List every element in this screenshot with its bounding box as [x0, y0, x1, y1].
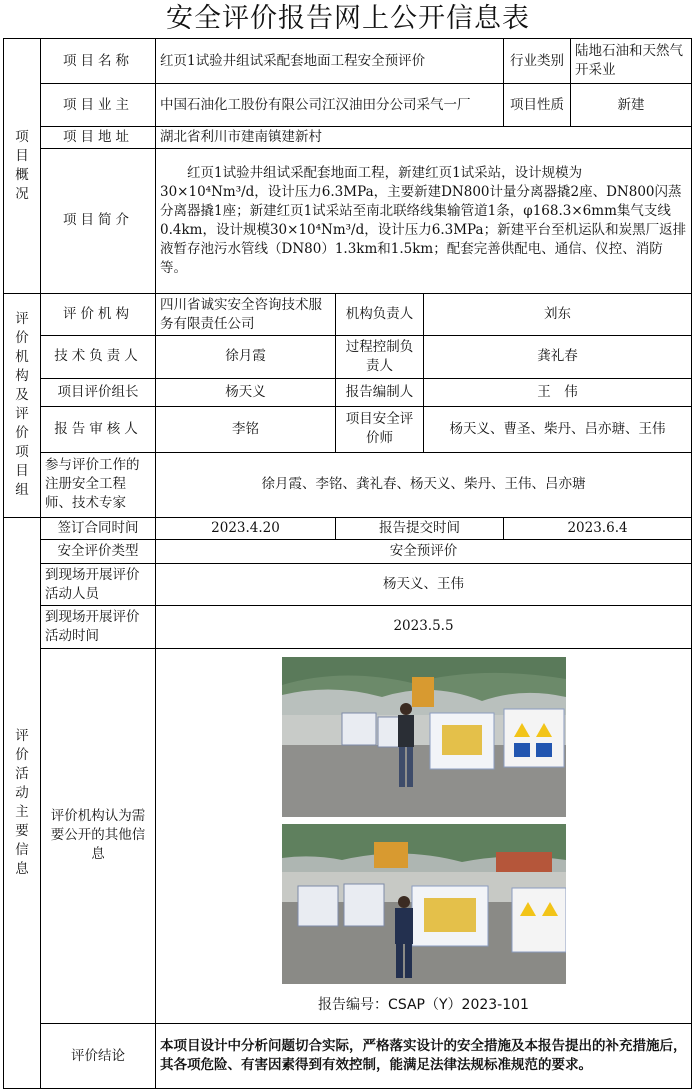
submit-value: 2023.6.4: [504, 517, 692, 539]
process-value: 龚礼春: [424, 336, 692, 378]
project-intro: 红页1试验井组试采配套地面工程，新建红页1试采站，设计规模为30×10⁴Nm³/d，设计压力6.3MPa，主要新建DN800计量分离器撬2座、DN800闪蒸分离器撬1座；新建红页1试采站至南北联络线集输管道1条，φ168.3×6mm集气支线0.4km，设计规模30×10⁴Nm³/d，设计压力6.3MPa；新建平台至机运队和炭黑厂返排液暂存池污水管线（DN80）1.3km和1.5km；配套完善供配电、通信、仪控、消防等。: [156, 148, 692, 293]
site-photo-1: [282, 657, 566, 817]
nature-value: 新建: [571, 84, 692, 126]
site-staff-label: 到现场开展评价活动人员: [41, 563, 156, 605]
page-title: 安全评价报告网上公开信息表: [166, 3, 530, 34]
owner-value: 中国石油化工股份有限公司江汉油田分公司采气一厂: [156, 84, 504, 126]
industry-value: 陆地石油和天然气开采业: [571, 39, 692, 84]
type-value: 安全预评价: [156, 539, 692, 563]
nature-label: 项目性质: [504, 84, 571, 126]
site-photo-2: [282, 824, 566, 984]
project-name: 红页1试验井组试采配套地面工程安全预评价: [156, 39, 504, 84]
author-label: 报告编制人: [336, 378, 424, 406]
section-agency: 评价机构及评价项目组: [4, 293, 41, 517]
industry-label: 行业类别: [504, 39, 571, 84]
type-label: 安全评价类型: [41, 539, 156, 563]
section-activity: 评价活动主要信息: [4, 517, 41, 1088]
tech-value: 徐月霞: [156, 336, 336, 378]
tech-label: 技术负责人: [41, 336, 156, 378]
address-value: 湖北省利川市建南镇建新村: [156, 126, 692, 148]
reviewer-label: 报告审核人: [41, 406, 156, 452]
conclusion-value: 本项目设计中分析问题切合实际，严格落实设计的安全措施及本报告提出的补充措施后，其各项危险、有害因素得到有效控制，能满足法律法规标准规范的要求。: [156, 1024, 692, 1089]
address-label: 项目地址: [41, 126, 156, 148]
org-label: 评价机构: [41, 293, 156, 335]
other-info-label: 评价机构认为需要公开的其他信息: [41, 648, 156, 1024]
section-overview: 项目概况: [4, 39, 41, 294]
project-name-label: 项目名称: [41, 39, 156, 84]
owner-label: 项目业主: [41, 84, 156, 126]
submit-label: 报告提交时间: [336, 517, 504, 539]
conclusion-label: 评价结论: [41, 1024, 156, 1089]
assessors-value: 杨天义、曹圣、柴丹、吕亦瑭、王伟: [424, 406, 692, 452]
process-label: 过程控制负责人: [336, 336, 424, 378]
site-staff-value: 杨天义、王伟: [156, 563, 692, 605]
contract-value: 2023.4.20: [156, 517, 336, 539]
org-value: 四川省诚实安全咨询技术服务有限责任公司: [156, 293, 336, 335]
author-value: 王 伟: [424, 378, 692, 406]
participants-value: 徐月霞、李铭、龚礼春、杨天义、柴丹、王伟、吕亦瑭: [156, 453, 692, 517]
assessors-label: 项目安全评价师: [336, 406, 424, 452]
site-time-value: 2023.5.5: [156, 606, 692, 648]
leader-value: 杨天义: [156, 378, 336, 406]
reviewer-value: 李铭: [156, 406, 336, 452]
participants-label: 参与评价工作的注册安全工程师、技术专家: [41, 453, 156, 517]
leader-label: 项目评价组长: [41, 378, 156, 406]
head-value: 刘东: [424, 293, 692, 335]
info-table: [3, 38, 692, 1089]
contract-label: 签订合同时间: [41, 517, 156, 539]
other-info-cell: [156, 648, 692, 1024]
report-number: 报告编号：CSAP（Y）2023-101: [318, 996, 529, 1013]
head-label: 机构负责人: [336, 293, 424, 335]
site-time-label: 到现场开展评价活动时间: [41, 606, 156, 648]
intro-label: 项目简介: [41, 148, 156, 293]
